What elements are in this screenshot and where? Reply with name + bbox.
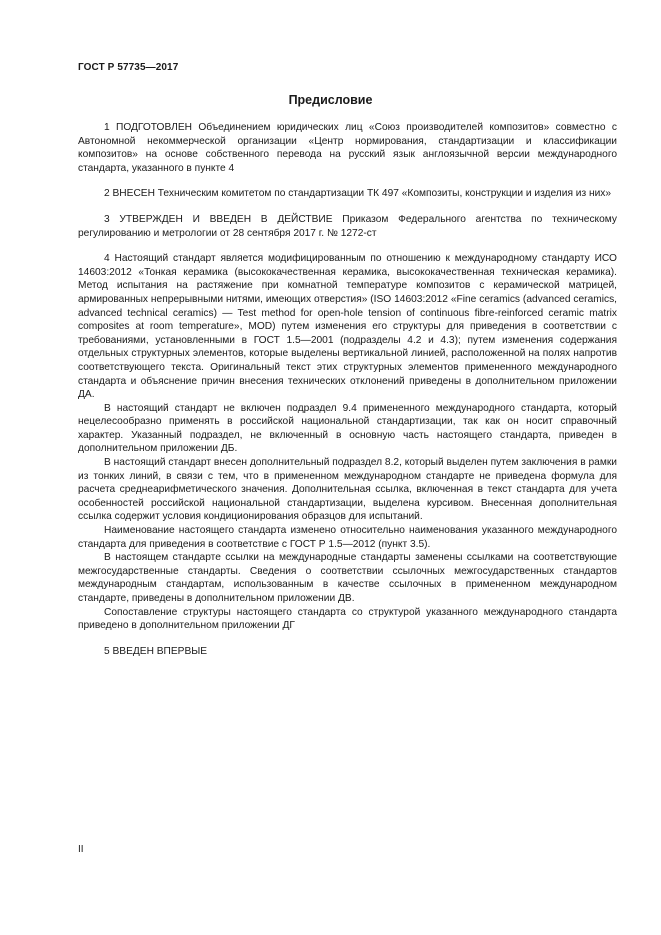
foreword-item-5 [78, 645, 617, 659]
foreword-item-4 [78, 252, 617, 633]
paragraph: Сопоставление структуры настоящего стандарта со структурой указанного международного стандарта приведено в дополнительном приложении ДГ [78, 606, 617, 632]
paragraph: 5 ВВЕДЕН ВПЕРВЫЕ [104, 645, 208, 657]
foreword-item-1 [78, 121, 617, 175]
paragraph: 3 УТВЕРЖДЕН И ВВЕДЕН В ДЕЙСТВИЕ Приказом Федерального агентства по техническому регулированию и метрологии от 28 сентября 2017 г. № 1272-ст [78, 213, 617, 239]
paragraph: 4 Настоящий стандарт является модифицированным по отношению к международному стандарту ИСО 14603:2012 «Тонкая керамика (высококачественная керамика, высококачественная техническая керамика). Метод испытания на растяжение при комнатной температуре композитов с керамической матрицей, армированных непрерывными нитями, имеющих отверстия» (ISO 14603:2012 «Fine ceramics (advanced ceramics, advanced technical ceramics) — Test method for open-hole tension of continuous fibre-reinforced ceramic matrix composites at room temperature», MOD) путем изменения его структуры для приведения в соответствии с требованиями, установленными в ГОСТ 1.5—2001 (подразделы 4.2 и 4.3); путем изменения содержания отдельных структурных элементов, которые выделены вертикальной линией, расположенной на полях напротив соответствующего текста. Оригинальный текст этих структурных элементов примененного международного стандарта и объяснение причин внесения технических отклонений приведены в дополнительном приложении ДА. [78, 253, 617, 401]
paragraph: В настоящий стандарт не включен подраздел 9.4 примененного международного стандарта, который нецелесообразно применять в российской национальной стандартизации, так как он носит справочный характер. Указанный подраздел, не включенный в основную часть настоящего стандарта, приведен в дополнительном приложении ДБ. [78, 402, 617, 455]
paragraph: 2 ВНЕСЕН Техническим комитетом по стандартизации ТК 497 «Композиты, конструкции и изделия из них» [104, 188, 612, 200]
paragraph: В настоящем стандарте ссылки на международные стандарты заменены ссылками на соответствующие межгосударственные стандарты. Сведения о соответствии ссылочных межгосударственных стандартов международным стандартам, использованным в качестве ссылочных в примененном международном стандарте, приведены в дополнительном приложении ДВ. [78, 552, 617, 604]
paragraph: 1 ПОДГОТОВЛЕН Объединением юридических лиц «Союз производителей композитов» совместно с Автономной некоммерческой организации «Центр нормирования, стандартизации и классификации композитов» на основе собственного перевода на русский язык англоязычной версии международного стандарта, указанного в пункте 4 [78, 122, 617, 174]
document-header: ГОСТ Р 57735—2017 [78, 62, 179, 73]
foreword-item-2 [78, 187, 617, 201]
foreword-item-3 [78, 213, 617, 240]
page-number: II [78, 844, 84, 855]
foreword-body [78, 121, 617, 670]
paragraph: Наименование настоящего стандарта изменено относительно наименования указанного международного стандарта для приведения в соответствие с ГОСТ Р 1.5—2012 (пункт 3.5). [78, 525, 617, 550]
paragraph: В настоящий стандарт внесен дополнительный подраздел 8.2, который выделен путем заключения в рамки из тонких линий, в связи с тем, что в примененном международном стандарте не приведена формула для расчета среднеарифметического значения. Дополнительная ссылка, включенная в текст стандарта для учета особенностей российской национальной стандартизации, выделена курсивом. Внесенная дополнительная ссылка содержит условия кондиционирования образцов для испытаний. [78, 457, 617, 523]
page-title: Предисловие [288, 93, 373, 107]
